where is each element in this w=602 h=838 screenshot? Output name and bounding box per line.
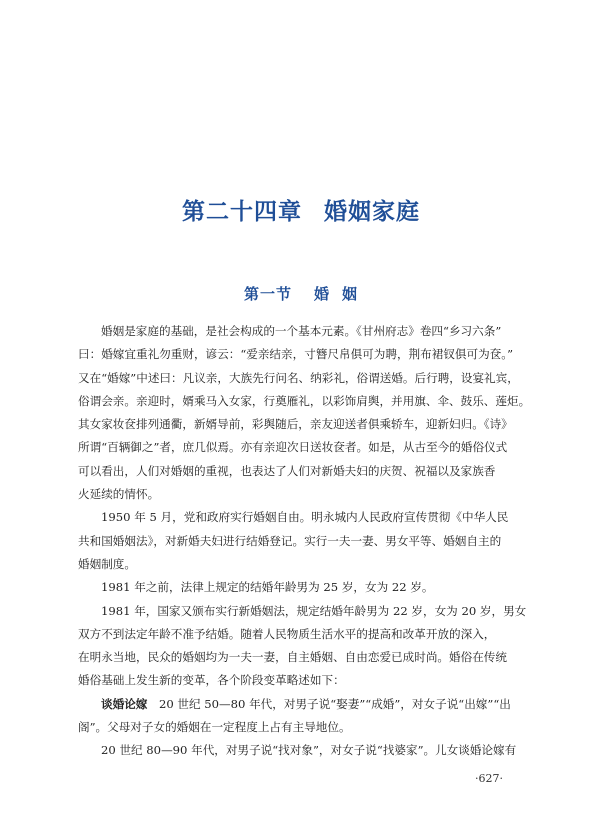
- section-name-char-2: 姻: [342, 285, 359, 303]
- text-line: [78, 669, 532, 692]
- text-line-content: 共和国婚姻法》，对新婚夫妇进行结婚登记。实行一夫一妻、男女平等、婚姻自主的: [78, 533, 502, 548]
- text-line: [78, 553, 532, 576]
- text-line: [78, 693, 532, 716]
- text-line-content: 1950 年 5 月，党和政府实行婚姻自由。明永城内人民政府宣传贯彻《中华人民: [101, 510, 509, 525]
- body-text: [78, 320, 532, 763]
- text-line-content: 婚姻是家庭的基础，是社会构成的一个基本元素。《甘州府志》卷四“乡习六条”: [101, 324, 502, 338]
- section-name-char-1: 婚: [313, 285, 330, 303]
- text-line: [78, 413, 532, 436]
- text-line: [78, 367, 532, 390]
- text-line-content: 可以看出，人们对婚姻的重视，也表达了人们对新婚夫妇的庆贺、祝福以及家族香: [78, 463, 496, 478]
- chapter-title: [0, 193, 602, 226]
- bold-term: 谈婚论嫁: [101, 696, 148, 711]
- text-line-content: 火延续的情怀。: [78, 487, 160, 502]
- text-line-content: 其女家妆奁排列通衢，新婿导前，彩舆随后，亲友迎送者俱乘轿车，迎新妇归。《诗》: [78, 417, 513, 432]
- text-line-content: 俗谓会亲。亲迎时，婿乘马入女家，行奠雁礼，以彩饰肩舆，并用旗、伞、鼓乐、莲炬。: [78, 393, 531, 408]
- text-line-content: 双方不到法定年龄不准予结婚。随着人民物质生活水平的提高和改革开放的深入，: [78, 626, 496, 641]
- text-line: [78, 343, 532, 366]
- text-line: [78, 320, 532, 343]
- text-line-content: 又在“婚嫁”中述曰：凡议亲，大族先行问名、纳彩礼，俗谓送婚。后行聘，设宴礼宾，: [78, 370, 519, 385]
- text-line-content: 阁”。父母对子女的婚姻在一定程度上占有主导地位。: [78, 720, 351, 735]
- chapter-number: 第二十四章: [182, 198, 302, 225]
- text-line: [78, 530, 532, 553]
- text-line-content: 所谓“百辆御之”者，庶几似焉。亦有亲迎次日送妆奁者。如是，从古至今的婚俗仪式: [78, 440, 508, 455]
- text-line-content: 20 世纪 50—80 年代，对男子说“娶妻”“成婚”，对女子说“出嫁”“出: [147, 696, 511, 711]
- text-line: [78, 506, 532, 529]
- section-number: 第一节: [243, 285, 292, 303]
- text-line: [78, 460, 532, 483]
- text-line-content: 在明永当地，民众的婚姻均为一夫一妻，自主婚姻、自由恋爱已成时尚。婚俗在传统: [78, 650, 507, 665]
- text-line: [78, 436, 532, 459]
- text-line-content: 1981 年之前，法律上规定的结婚年龄男为 25 岁，女为 22 岁。: [101, 580, 434, 595]
- text-line-content: 婚俗基础上发生新的变革，各个阶段变革略述如下：: [78, 673, 345, 688]
- text-line-content: 婚姻制度。: [78, 556, 136, 571]
- text-line: [78, 483, 532, 506]
- text-line: [78, 623, 532, 646]
- text-line-content: 20 世纪 80—90 年代，对男子说“找对象”，对女子说“找婆家”。儿女谈婚论嫁有: [101, 743, 517, 758]
- text-line-content: 曰：婚嫁宜重礼勿重财，谚云：“爱亲结亲，寸簪尺帛俱可为聘，荆布裙钗俱可为奁。”: [78, 347, 514, 362]
- text-line: [78, 600, 532, 623]
- page-number: ·627·: [475, 772, 503, 785]
- text-line: [78, 739, 532, 762]
- text-line: [78, 646, 532, 669]
- text-line-content: 1981 年，国家又颁布实行新婚姻法，规定结婚年龄男为 22 岁，女为 20 岁，男女: [101, 603, 527, 618]
- section-title: [0, 283, 602, 304]
- text-line: [78, 716, 532, 739]
- chapter-name: 婚姻家庭: [324, 198, 420, 225]
- text-line: [78, 576, 532, 599]
- text-line: [78, 390, 532, 413]
